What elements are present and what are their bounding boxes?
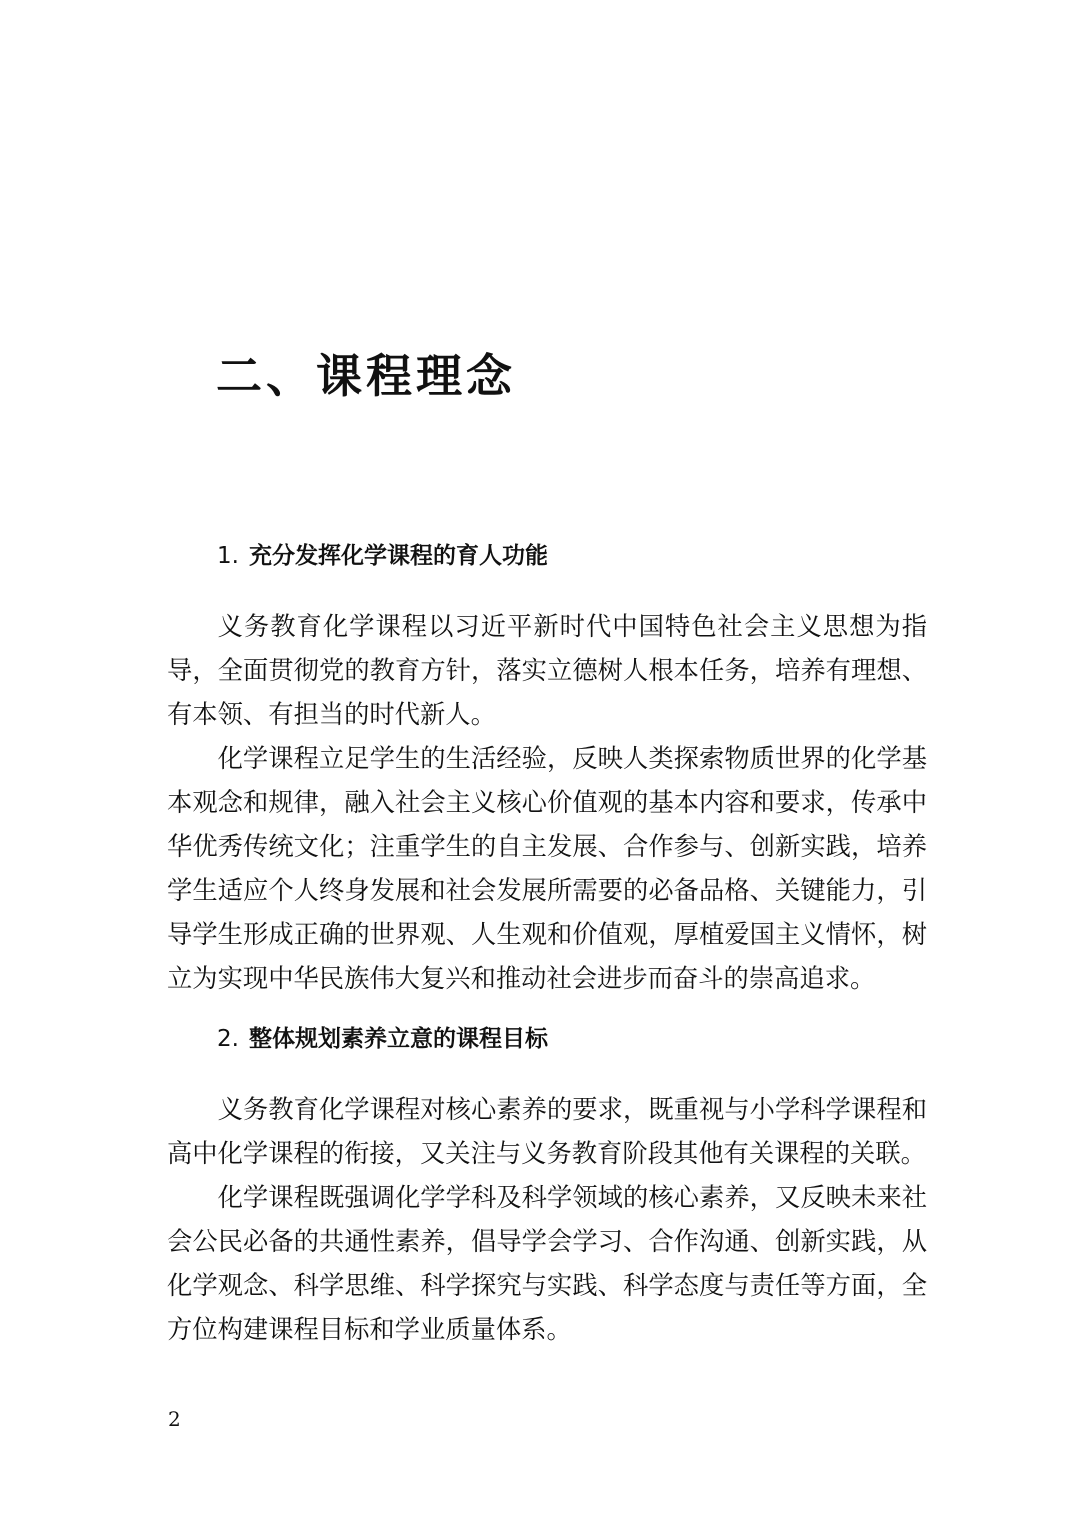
section-heading-text: 整体规划素养立意的课程目标 — [248, 1026, 548, 1052]
section-heading-text: 充分发挥化学课程的育人功能 — [248, 543, 548, 569]
section-2 — [167, 1022, 927, 1352]
page-number: 2 — [168, 1407, 181, 1431]
body-paragraph: 化学课程既强调化学学科及科学领域的核心素养，又反映未来社会公民必备的共通性素养，倡导学会学习、合作沟通、创新实践，从化学观念、科学思维、科学探究与实践、科学态度与责任等方面，全方位构建课程目标和学业质量体系。 — [167, 1183, 927, 1344]
section-1 — [167, 539, 927, 1001]
section-number: 2. — [217, 1026, 239, 1052]
body-paragraph: 义务教育化学课程以习近平新时代中国特色社会主义思想为指导，全面贯彻党的教育方针，落实立德树人根本任务，培养有理想、有本领、有担当的时代新人。 — [167, 612, 927, 729]
body-paragraph: 化学课程立足学生的生活经验，反映人类探索物质世界的化学基本观念和规律，融入社会主义核心价值观的基本内容和要求，传承中华优秀传统文化；注重学生的自主发展、合作参与、创新实践，培养学生适应个人终身发展和社会发展所需要的必备品格、关键能力，引导学生形成正确的世界观、人生观和价值观，厚植爱国主义情怀，树立为实现中华民族伟大复兴和推动社会进步而奋斗的崇高追求。 — [167, 744, 927, 993]
section-heading — [217, 539, 927, 573]
section-number: 1. — [217, 543, 239, 569]
chapter-title: 二、课程理念 — [216, 349, 516, 403]
section-heading — [217, 1022, 927, 1056]
body-paragraph: 义务教育化学课程对核心素养的要求，既重视与小学科学课程和高中化学课程的衔接，又关注与义务教育阶段其他有关课程的关联。 — [167, 1095, 927, 1168]
